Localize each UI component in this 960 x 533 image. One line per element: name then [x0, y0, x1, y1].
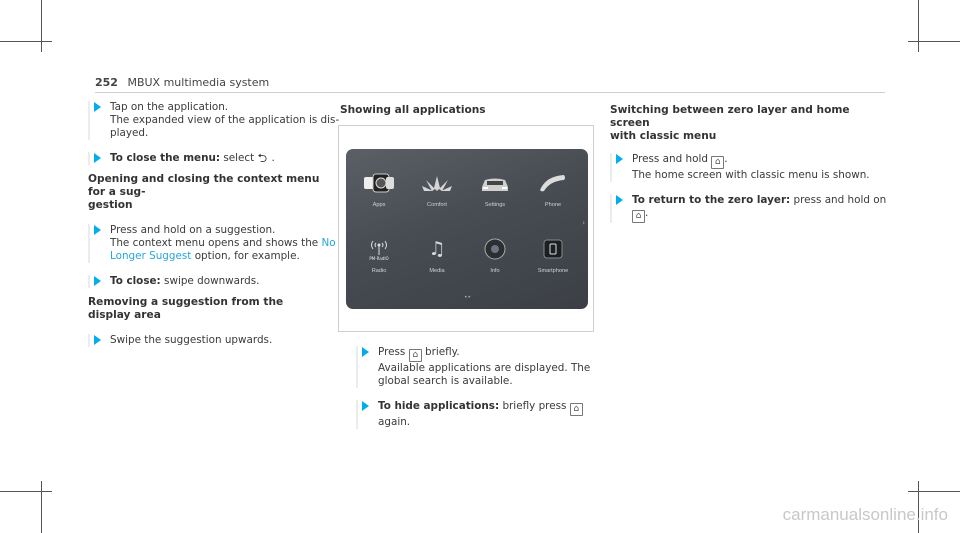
section-heading	[88, 173, 328, 212]
step-press-hold-suggestion	[88, 224, 348, 263]
page-header	[95, 76, 269, 89]
app-tile-info[interactable]	[470, 237, 520, 274]
page-indicator-icon: ••	[464, 294, 472, 301]
step-text: .	[645, 207, 649, 219]
step-text: The context menu opens and shows the	[110, 237, 319, 249]
step-close-menu	[88, 152, 348, 165]
app-label: Apps	[372, 202, 386, 208]
step-text	[110, 237, 348, 250]
app-tile-comfort[interactable]	[412, 171, 462, 208]
bullet-arrow-icon	[94, 153, 101, 163]
step-bold: To close:	[110, 275, 161, 287]
crop-mark	[41, 0, 42, 52]
step-text	[110, 152, 348, 165]
step-swipe-up	[88, 334, 348, 347]
step-tap-application	[88, 101, 348, 140]
step-text: select	[223, 152, 255, 164]
bullet-arrow-icon	[616, 195, 623, 205]
crop-mark	[0, 41, 52, 42]
home-icon: ⌂	[711, 156, 724, 169]
option-label: No	[321, 237, 336, 249]
step-text	[378, 400, 616, 429]
step-text: The expanded view of the application is dis-	[110, 114, 340, 126]
app-tile-settings[interactable]	[470, 171, 520, 208]
bullet-arrow-icon	[94, 276, 101, 286]
music-note-icon: ♫	[428, 238, 446, 260]
home-icon: ⌂	[409, 349, 422, 362]
crop-mark	[908, 491, 960, 492]
step-text: swipe downwards.	[164, 275, 260, 287]
app-tile-radio[interactable]	[354, 237, 404, 274]
step-text: press and hold on	[793, 194, 887, 206]
chevron-right-icon[interactable]: ›	[582, 219, 585, 227]
section-heading	[610, 104, 870, 143]
step-text: Swipe the suggestion upwards.	[110, 334, 273, 346]
crop-mark	[0, 491, 52, 492]
app-label: Info	[490, 268, 500, 274]
crop-mark	[918, 0, 919, 52]
app-label: Comfort	[427, 202, 447, 208]
step-text	[632, 153, 890, 169]
step-close	[88, 275, 348, 288]
app-label: Settings	[484, 202, 506, 208]
step-text: option, for example.	[194, 250, 300, 262]
car-icon	[478, 171, 512, 195]
phone-icon	[536, 171, 570, 195]
smartphone-icon	[536, 237, 570, 261]
info-disc-icon	[478, 237, 512, 261]
step-text: .	[724, 153, 728, 165]
step-text: .	[271, 152, 275, 164]
step-text: Press	[378, 346, 406, 358]
heading-line: Removing a suggestion from the display area	[88, 296, 284, 321]
app-label: Phone	[544, 202, 562, 208]
bullet-arrow-icon	[362, 401, 369, 411]
app-tile-phone[interactable]	[528, 171, 578, 208]
crop-mark	[41, 481, 42, 533]
crop-mark	[908, 41, 960, 42]
app-overview-screen	[346, 149, 588, 309]
step-text: played.	[110, 127, 149, 139]
step-hide-applications	[356, 400, 616, 429]
step-text: Tap on the application.	[110, 101, 229, 113]
step-text: briefly.	[424, 346, 460, 358]
step-text: Press and hold	[632, 153, 708, 165]
app-tile-media[interactable]	[412, 237, 462, 274]
heading-line: Showing all applications	[340, 104, 486, 116]
step-press-hold-home	[610, 153, 890, 182]
step-text	[378, 346, 616, 362]
app-label: Smartphone	[537, 268, 569, 274]
option-label: Longer Suggest	[110, 250, 192, 262]
bullet-arrow-icon	[616, 154, 623, 164]
heading-line: Switching between zero layer and home screen	[610, 104, 850, 129]
app-tile-apps[interactable]	[354, 171, 404, 208]
step-bold: To hide applications:	[378, 400, 500, 412]
heading-line: gestion	[88, 199, 133, 211]
step-text: The home screen with classic menu is shown.	[632, 169, 870, 181]
step-text	[632, 207, 890, 223]
app-label: Media	[429, 268, 445, 274]
radio-badge: PM-RadIO	[369, 256, 389, 261]
apps-icon	[362, 171, 396, 195]
bullet-arrow-icon	[94, 225, 101, 235]
column-middle-steps	[356, 346, 596, 429]
step-bold: To close the menu:	[110, 152, 221, 164]
bullet-arrow-icon	[94, 102, 101, 112]
step-text: global search is available.	[378, 375, 513, 387]
section-heading	[88, 296, 328, 322]
page-header-title: MBUX multimedia system	[127, 76, 270, 89]
header-rule	[95, 92, 885, 93]
radio-antenna-icon	[362, 237, 396, 261]
bullet-arrow-icon	[94, 335, 101, 345]
column-right	[610, 104, 887, 223]
step-bold: To return to the zero layer:	[632, 194, 791, 206]
app-tile-smartphone[interactable]	[528, 237, 578, 274]
step-text: Press and hold on a suggestion.	[110, 224, 276, 236]
step-return-zero-layer	[610, 194, 890, 223]
step-text	[110, 275, 348, 288]
step-press-home	[356, 346, 616, 388]
heading-line: with classic menu	[610, 130, 717, 142]
bullet-arrow-icon	[362, 347, 369, 357]
step-text	[632, 194, 890, 207]
app-label: Radio	[371, 268, 387, 274]
step-text: Available applications are displayed. The	[378, 362, 591, 374]
lotus-icon	[420, 171, 454, 195]
step-text: again.	[378, 416, 411, 428]
section-heading	[340, 104, 486, 117]
watermark: carmanualsonline.info	[782, 505, 948, 524]
home-icon: ⌂	[632, 210, 645, 223]
column-left	[88, 101, 340, 347]
step-text: briefly press	[502, 400, 567, 412]
back-arrow-icon: ⮌	[257, 151, 268, 165]
page-number: 252	[95, 76, 118, 89]
heading-line: Opening and closing the context menu for a sug-	[88, 173, 320, 198]
step-text	[110, 250, 348, 263]
home-icon: ⌂	[570, 403, 583, 416]
